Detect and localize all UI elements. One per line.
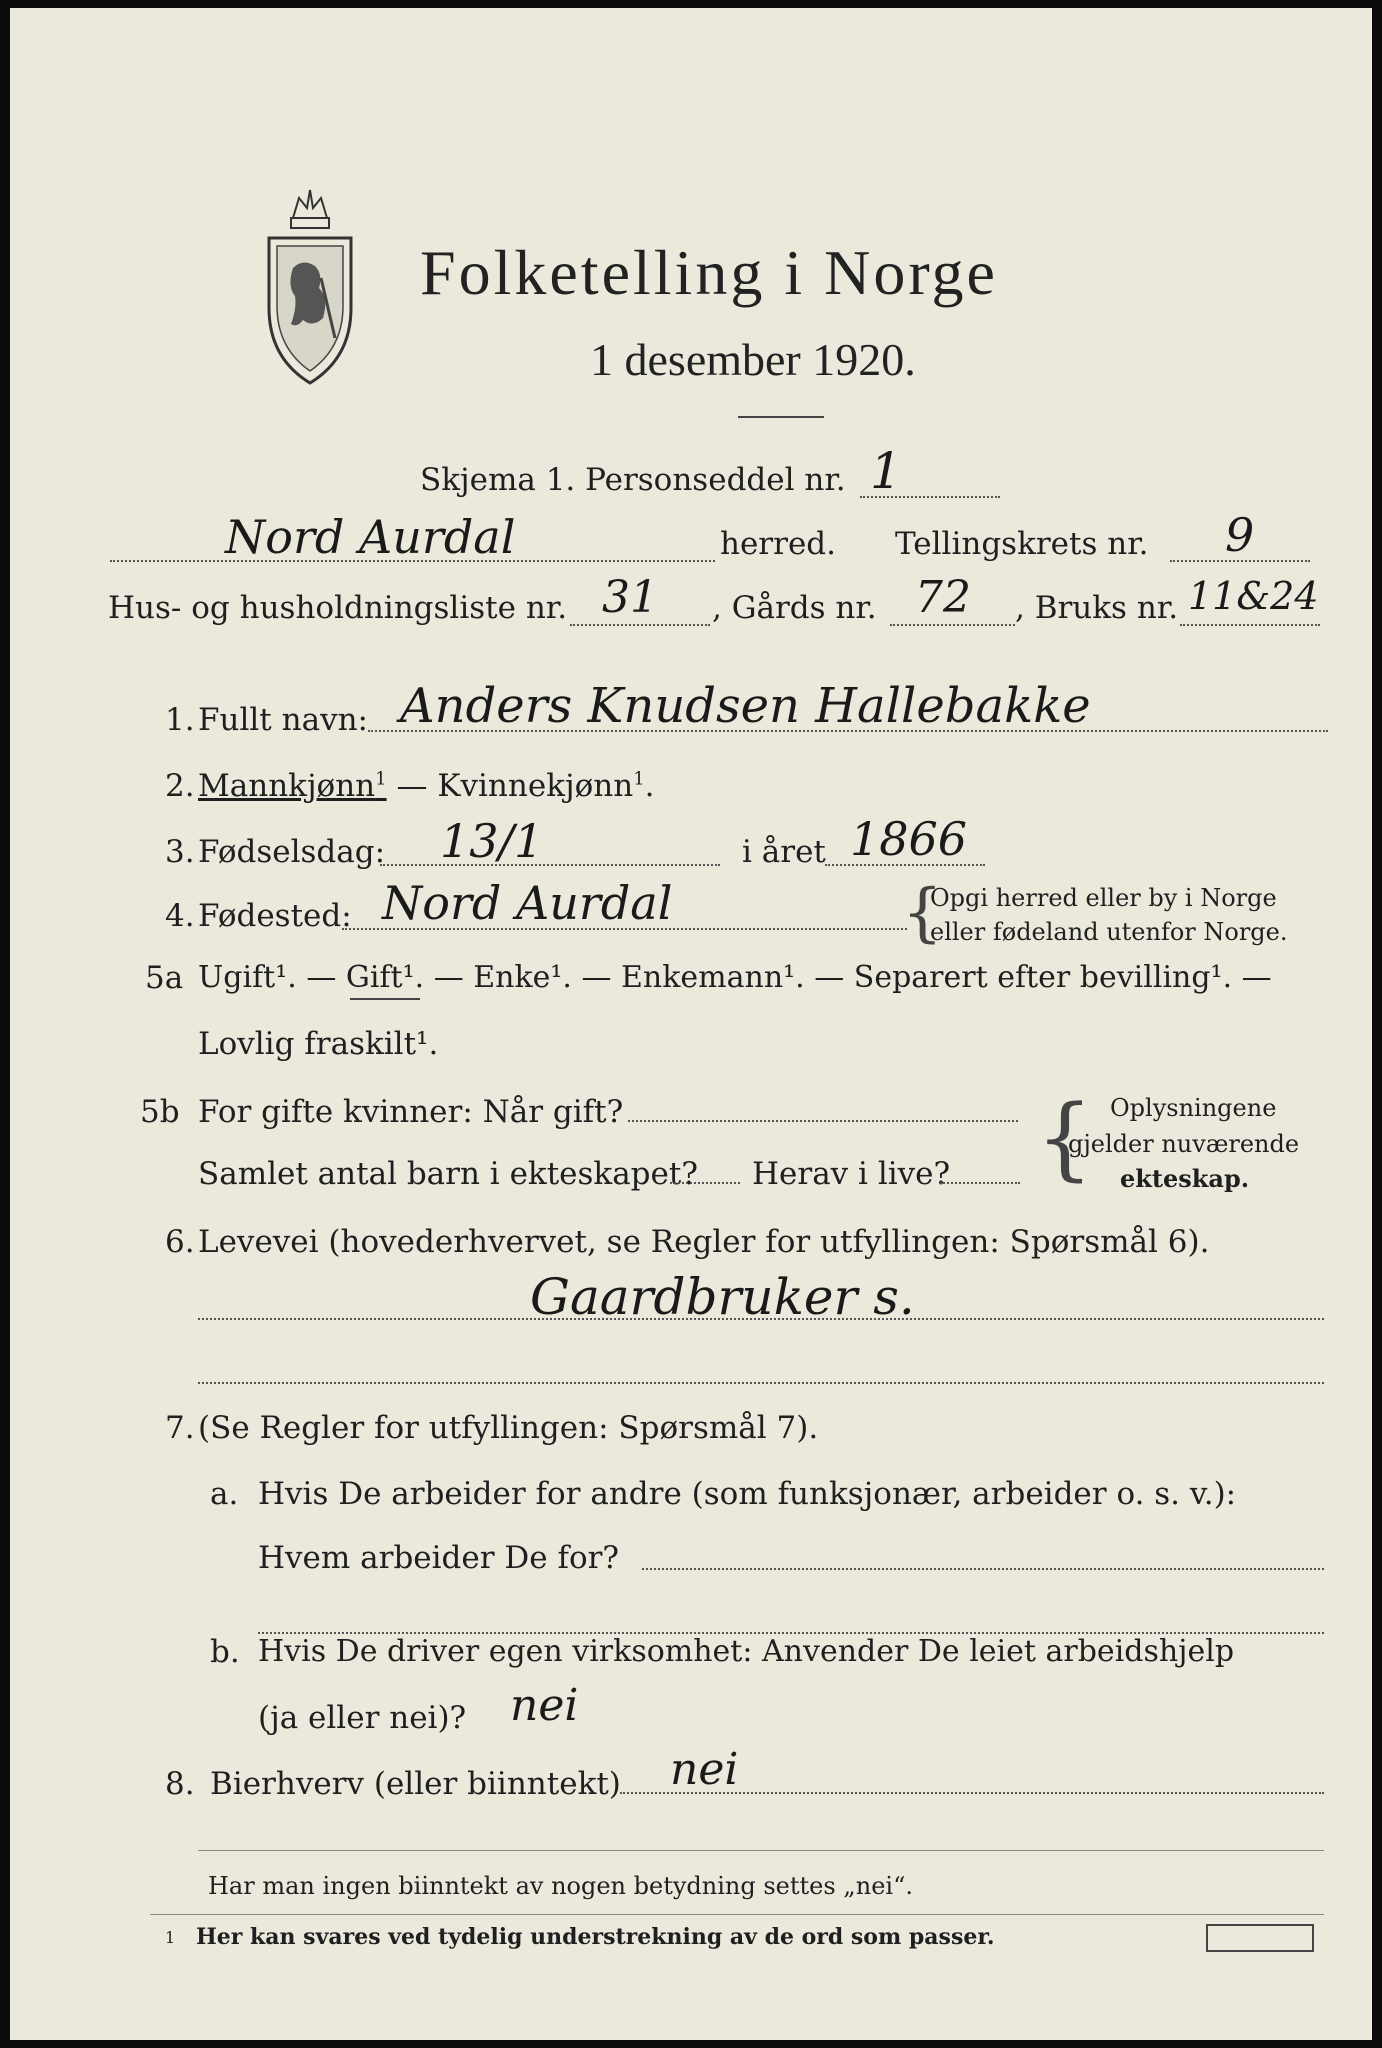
sex-options: Mannkjønn$^1$ — Kvinnekjønn$^1$. [198,768,655,804]
herred-label: herred. [720,526,836,562]
side-income-line [620,1792,1324,1794]
hired-help-label: (ja eller nei)? [258,1700,467,1736]
full-name-line [368,730,1328,732]
q7a-number: a. [210,1476,239,1512]
bruks-line [1180,624,1320,626]
nei-note: Har man ingen biinntekt av nogen betydning settes „nei“. [208,1872,913,1900]
birthplace-label: Fødested: [198,898,352,934]
alive-label: Herav i live? [752,1156,951,1192]
alive-line [940,1182,1020,1184]
gards-label: , Gårds nr. [712,590,877,626]
footnote-text: Her kan svares ved tydelig understrekning av de ord som passer. [196,1924,995,1950]
title-divider [738,416,824,418]
notes-divider [198,1850,1324,1851]
gards-value[interactable]: 72 [915,572,971,623]
employer-label: Hvem arbeider De for? [258,1540,620,1576]
when-married-line [628,1120,1018,1122]
q6-number: 6. [165,1224,195,1260]
bruks-label: , Bruks nr. [1015,590,1179,626]
birthplace-value[interactable]: Nord Aurdal [382,876,673,930]
q5b-number: 5b [140,1094,180,1130]
q7a-line1: Hvis De arbeider for andre (som funksjonær, arbeider o. s. v.): [258,1476,1237,1512]
schema-label: Skjema 1. Personseddel nr. [420,462,846,498]
occupation-line-2 [198,1382,1324,1384]
footnote-number: 1 [165,1928,176,1947]
marriage-note-1: Oplysningene [1110,1094,1277,1122]
q2-number: 2. [165,768,195,804]
when-married-label: For gifte kvinner: Når gift? [198,1094,624,1130]
birthplace-line [342,928,907,930]
marriage-brace: { [1036,1086,1094,1191]
tellingskrets-value[interactable]: 9 [1225,508,1255,562]
birthyear-label: i året [742,834,826,870]
q5a-number: 5a [145,960,184,996]
divorced-option[interactable]: Lovlig fraskilt¹. [198,1026,439,1062]
gift-underline [350,998,420,1000]
employer-line-1 [642,1568,1324,1570]
marital-status-options[interactable]: Ugift¹. — Gift¹. — Enke¹. — Enkemann¹. — Separert efter bevilling¹. — [198,960,1272,995]
liste-line [570,624,710,626]
q7b-line1: Hvis De driver egen virksomhet: Anvender De leiet arbeidshjelp [258,1634,1235,1669]
side-income-value[interactable]: nei [670,1744,739,1795]
marriage-note-3: ekteskap. [1120,1164,1250,1193]
q7-label: (Se Regler for utfyllingen: Spørsmål 7). [198,1410,819,1446]
footnote-divider [150,1914,1324,1915]
occupation-value[interactable]: Gaardbruker s. [530,1268,915,1326]
occupation-line-1 [198,1318,1324,1320]
birthdate-label: Fødselsdag: [198,834,386,870]
q4-number: 4. [165,898,195,934]
birthyear-value[interactable]: 1866 [850,812,968,866]
gards-line [890,624,1015,626]
female-option[interactable]: Kvinnekjønn$^1$ [437,768,645,804]
hired-help-value[interactable]: nei [510,1680,579,1731]
census-date: 1 desember 1920. [590,334,916,385]
bruks-value[interactable]: 11&24 [1188,574,1319,618]
birthdate-line [380,864,720,866]
herred-value[interactable]: Nord Aurdal [225,510,516,564]
q7b-number: b. [210,1634,240,1670]
form-title: Folketelling i Norge [420,237,998,308]
liste-value[interactable]: 31 [602,572,658,623]
children-line [670,1182,740,1184]
tellingskrets-line [1170,560,1310,562]
full-name-label: Fullt navn: [198,702,368,738]
occupation-label: Levevei (hovederhvervet, se Regler for utfyllingen: Spørsmål 6). [198,1224,1210,1260]
herred-line [110,560,715,562]
q7-number: 7. [165,1410,195,1446]
male-option[interactable]: Mannkjønn$^1$ [198,768,387,804]
birthyear-line [825,864,985,866]
marriage-note-2: gjelder nuværende [1068,1130,1300,1158]
coat-of-arms-icon [263,178,357,388]
personseddel-nr-line [860,496,1000,498]
tellingskrets-label: Tellingskrets nr. [895,526,1149,562]
birthplace-note-1: Opgi herred eller by i Norge [930,884,1277,912]
birthdate-value[interactable]: 13/1 [440,814,544,868]
birthplace-brace: { [902,876,943,950]
q8-number: 8. [165,1766,195,1802]
full-name-value[interactable]: Anders Knudsen Hallebakke [400,678,1091,734]
q3-number: 3. [165,834,195,870]
sex-separator: — [386,768,438,804]
q1-number: 1. [165,702,195,738]
children-label: Samlet antal barn i ekteskapet? [198,1156,698,1192]
side-income-label: Bierhverv (eller biinntekt) [210,1766,621,1802]
liste-label: Hus- og husholdningsliste nr. [108,590,568,626]
personseddel-nr-value[interactable]: 1 [870,442,902,500]
birthplace-note-2: eller fødeland utenfor Norge. [930,918,1288,946]
printer-stamp [1206,1924,1314,1952]
census-form [10,8,1372,2040]
